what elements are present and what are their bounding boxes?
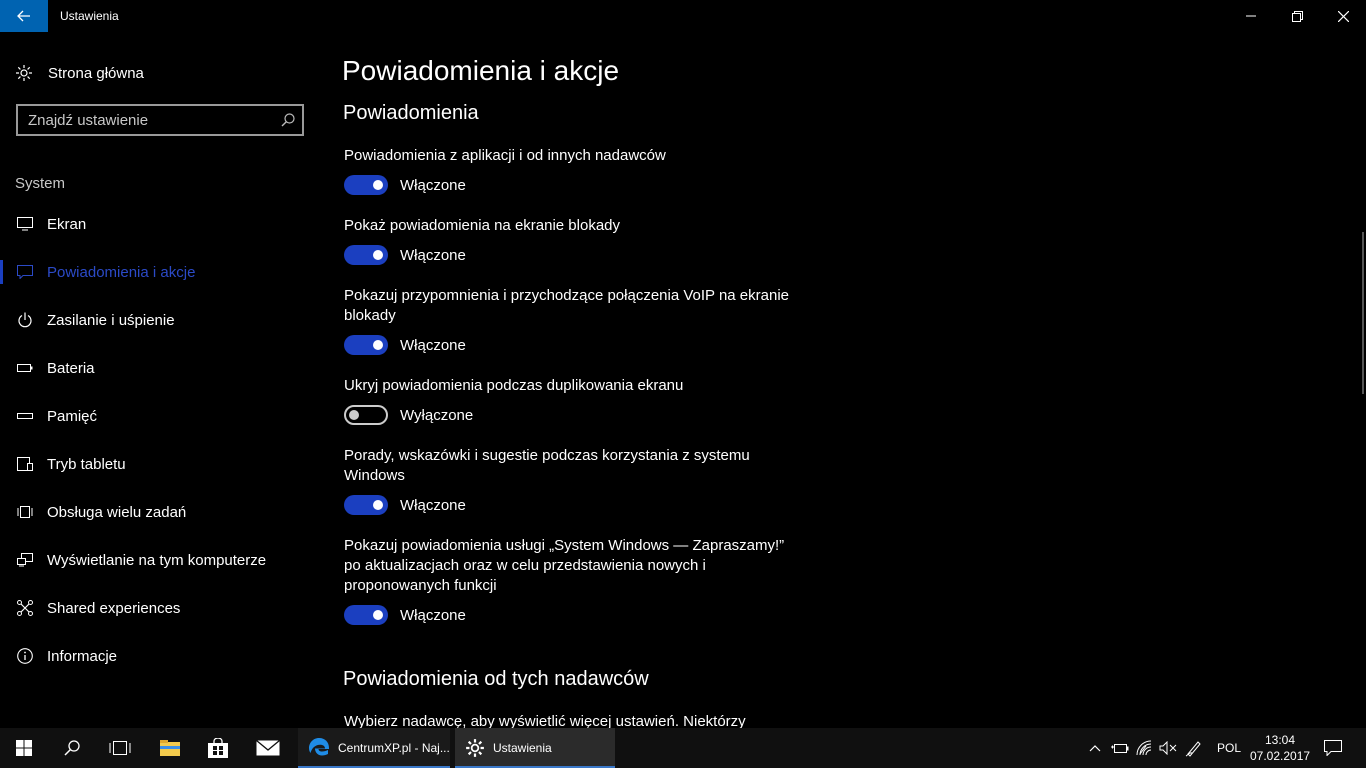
language-indicator[interactable]: POL (1216, 741, 1241, 755)
shared-experiences-icon (16, 599, 34, 617)
sidebar-item-label: Bateria (47, 359, 95, 377)
toggle-state-label: Włączone (400, 176, 466, 194)
setting-label: Porady, wskazówki i sugestie podczas korzystania z systemu Windows (344, 447, 750, 484)
active-indicator (0, 260, 3, 284)
battery-charging-icon (1111, 742, 1129, 754)
window-title: Ustawienia (60, 9, 119, 23)
sidebar-nav (0, 200, 320, 680)
sidebar-item-pamiec[interactable] (0, 392, 320, 440)
folder-icon (159, 739, 181, 757)
toggle-switch[interactable] (344, 405, 388, 425)
toggle-switch[interactable] (344, 175, 388, 195)
sidebar-item-tryb-tabletu[interactable] (0, 440, 320, 488)
sidebar-item-label: Pamięć (47, 407, 98, 425)
setting-toggle-row[interactable] (344, 335, 466, 355)
mail-icon (256, 740, 280, 756)
gear-icon (465, 738, 485, 758)
tablet-icon (16, 455, 34, 473)
setting-label: Pokazuj przypomnienia i przychodzące połączenia VoIP na ekranie blokady (344, 287, 789, 324)
toggle-state-label: Włączone (400, 606, 466, 624)
toggle-state-label: Włączone (400, 246, 466, 264)
restore-icon (1292, 11, 1303, 22)
storage-icon (16, 407, 34, 425)
sidebar-item-label: Obsługa wielu zadań (47, 503, 187, 521)
search-icon (64, 740, 80, 756)
sidebar-item-label: Ekran (47, 215, 87, 233)
sidebar-item-label: Shared experiences (47, 599, 181, 617)
toggle-switch[interactable] (344, 495, 388, 515)
multitasking-icon (16, 503, 34, 521)
scrollbar[interactable] (1362, 232, 1364, 394)
clock[interactable] (1250, 732, 1310, 764)
power-icon (16, 311, 34, 329)
pen-tray-icon[interactable] (1182, 728, 1206, 768)
battery-icon (16, 359, 34, 377)
search-taskbar-button[interactable] (48, 728, 96, 768)
toggle-state-label: Wyłączone (400, 406, 474, 424)
gear-icon (15, 64, 33, 82)
store-button[interactable] (194, 728, 242, 768)
section-label-system: System (15, 175, 66, 192)
store-bag-icon (207, 738, 229, 758)
toggle-switch[interactable] (344, 605, 388, 625)
file-explorer-button[interactable] (146, 728, 194, 768)
taskbar (0, 728, 1366, 768)
search-input[interactable] (28, 112, 268, 129)
setting-label: Pokazuj powiadomienia usługi „System Windows — Zapraszamy!” po aktualizacjach oraz w celu przedstawienia nowych i proponowanych funkcji (344, 537, 785, 594)
setting-toggle-row[interactable] (344, 495, 466, 515)
sidebar-item-label: Powiadomienia i akcje (47, 263, 196, 281)
home-link[interactable] (15, 60, 144, 86)
show-hidden-icons-button[interactable] (1084, 728, 1106, 768)
toggle-state-label: Włączone (400, 496, 466, 514)
sidebar-item-label: Tryb tabletu (47, 455, 126, 473)
home-label: Strona główna (48, 64, 144, 82)
restore-button[interactable] (1274, 0, 1320, 32)
search-box[interactable] (16, 104, 304, 136)
section-heading-senders: Powiadomienia od tych nadawców (343, 668, 649, 690)
windows-logo-icon (16, 740, 32, 756)
sidebar-item-label: Wyświetlanie na tym komputerze (47, 551, 267, 569)
taskbar-app-label: Ustawienia (493, 741, 552, 755)
sidebar-item-bateria[interactable] (0, 344, 320, 392)
taskbar-app-label: CentrumXP.pl - Naj... (338, 741, 450, 755)
sidebar-item-zasilanie[interactable] (0, 296, 320, 344)
action-center-icon (1324, 740, 1342, 756)
close-icon (1338, 11, 1349, 22)
setting-toggle-row[interactable] (344, 405, 473, 425)
setting-label: Pokaż powiadomienia na ekranie blokady (344, 217, 621, 234)
back-arrow-icon (17, 10, 31, 22)
sidebar-item-shared-experiences[interactable] (0, 584, 320, 632)
projecting-icon (16, 551, 34, 569)
pen-icon (1185, 739, 1203, 757)
notification-icon (16, 263, 34, 281)
senders-description: Wybierz nadawcę, aby wyświetlić więcej ustawień. Niektórzy (344, 713, 746, 728)
taskbar-app-edge[interactable] (298, 728, 450, 768)
setting-toggle-row[interactable] (344, 605, 466, 625)
volume-muted-icon (1159, 741, 1177, 755)
toggle-switch[interactable] (344, 335, 388, 355)
setting-label: Ukryj powiadomienia podczas duplikowania ekranu (344, 377, 684, 394)
setting-toggle-row[interactable] (344, 175, 466, 195)
clock-time: 13:04 (1264, 733, 1296, 747)
page-title: Powiadomienia i akcje (342, 55, 620, 86)
info-icon (16, 647, 34, 665)
wifi-icon (1136, 740, 1152, 756)
clock-date: 07.02.2017 (1250, 749, 1311, 763)
sidebar-item-informacje[interactable] (0, 632, 320, 680)
title-bar (0, 0, 1366, 32)
task-view-icon (109, 741, 131, 755)
toggle-switch[interactable] (344, 245, 388, 265)
sidebar-item-wyswietlanie[interactable] (0, 536, 320, 584)
chevron-up-icon (1089, 744, 1101, 752)
minimize-icon (1246, 11, 1256, 21)
monitor-icon (16, 215, 34, 233)
section-heading-notifications: Powiadomienia (343, 102, 479, 124)
network-tray-icon[interactable] (1132, 728, 1156, 768)
close-button[interactable] (1320, 0, 1366, 32)
sidebar-item-powiadomienia[interactable] (0, 248, 320, 296)
setting-toggle-row[interactable] (344, 245, 466, 265)
search-icon[interactable] (281, 113, 295, 127)
back-button[interactable] (0, 0, 48, 32)
action-center-button[interactable] (1318, 728, 1348, 768)
setting-label: Powiadomienia z aplikacji i od innych nadawców (344, 147, 666, 164)
sidebar-item-label: Zasilanie i uśpienie (47, 311, 175, 329)
sidebar-item-ekran[interactable] (0, 200, 320, 248)
start-button[interactable] (0, 728, 48, 768)
volume-tray-icon[interactable] (1156, 728, 1180, 768)
mail-button[interactable] (244, 728, 292, 768)
sidebar-item-label: Informacje (47, 647, 118, 665)
sidebar-item-wiele-zadan[interactable] (0, 488, 320, 536)
taskbar-app-settings[interactable] (455, 728, 615, 768)
minimize-button[interactable] (1228, 0, 1274, 32)
task-view-button[interactable] (96, 728, 144, 768)
battery-tray-icon[interactable] (1108, 728, 1132, 768)
toggle-state-label: Włączone (400, 336, 466, 354)
edge-browser-icon (308, 737, 330, 759)
